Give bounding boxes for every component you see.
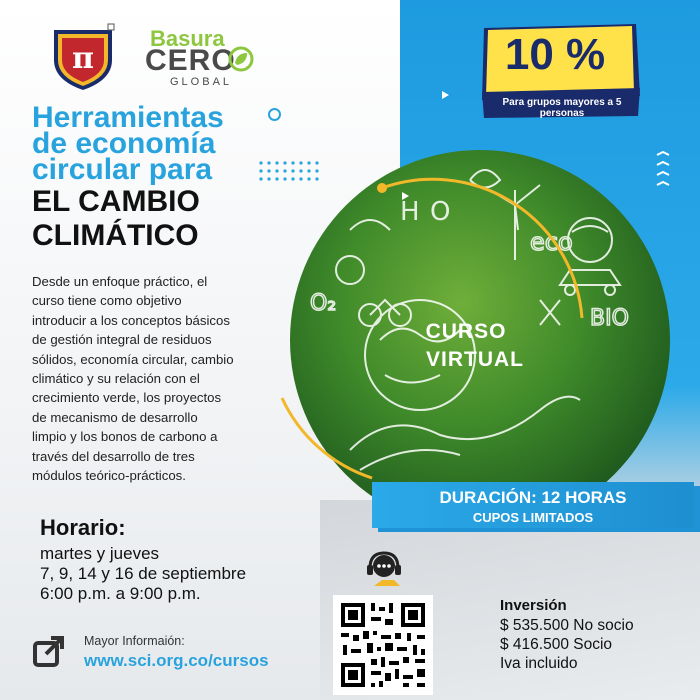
svg-text:H: H	[400, 197, 420, 227]
discount-condition: Para grupos mayores a 5 personas	[502, 97, 622, 119]
limited-seats: CUPOS LIMITADOS	[472, 510, 594, 525]
description-line: de mecanismo de desarrollo	[32, 409, 198, 425]
svg-text:O₂: O₂	[310, 291, 337, 316]
description-line: limpio y los bonos de carbono a	[32, 429, 218, 445]
logo-word-cero: CERO	[145, 44, 236, 77]
title-line: Herramientas	[32, 101, 224, 134]
qr-code-icon[interactable]	[333, 595, 433, 695]
schedule-heading: Horario:	[40, 515, 126, 540]
title-line: EL CAMBIO	[32, 185, 200, 218]
external-link-icon	[32, 634, 66, 668]
description-line: curso tiene como objetivo	[32, 293, 182, 309]
course-description	[32, 272, 297, 485]
description-line: Desde un enfoque práctico, el	[32, 274, 208, 289]
title-line: circular para	[32, 153, 213, 186]
schedule-time: 6:00 p.m. a 9:00 p.m.	[40, 584, 201, 603]
description-line: climático y su relación con el	[32, 371, 200, 387]
svg-text:π: π	[72, 41, 94, 76]
logo-word-basura: Basura	[150, 26, 225, 51]
svg-text:eco: eco	[530, 228, 573, 256]
svg-text:O: O	[430, 197, 451, 227]
description-line: introducir a los conceptos básicos	[32, 312, 230, 328]
virtual-course-line: CURSO	[425, 320, 507, 343]
title-line: CLIMÁTICO	[32, 219, 199, 252]
leaf-icon	[228, 46, 254, 72]
more-info-label: Mayor Informaión:	[84, 634, 185, 648]
description-line: crecimiento verde, los proyectos	[32, 390, 222, 406]
description-line: módulos teórico-prácticos.	[32, 468, 186, 484]
customer-support-icon	[364, 550, 404, 590]
title-blue	[32, 101, 292, 186]
description-line: sólidos, economía circular, cambio	[32, 351, 234, 367]
description-line: través del desarrollo de tres	[32, 448, 195, 464]
virtual-course-line: VIRTUAL	[426, 348, 524, 371]
price-member: $ 416.500 Socio	[500, 636, 613, 653]
schedule-dates: 7, 9, 14 y 16 de septiembre	[40, 564, 247, 583]
title-dark	[32, 185, 292, 253]
sci-logo-icon	[48, 22, 118, 92]
basura-cero-logo	[140, 26, 260, 86]
play-arrow-icon	[402, 192, 409, 200]
play-arrow-icon	[442, 91, 449, 99]
discount-percent: 10 %	[504, 30, 606, 79]
investment-heading: Inversión	[500, 597, 567, 614]
schedule-days: martes y jueves	[40, 544, 160, 563]
logo-word-global: GLOBAL	[170, 76, 233, 88]
course-link[interactable]: www.sci.org.co/cursos	[84, 651, 269, 670]
svg-text:BIO: BIO	[590, 306, 629, 331]
description-line: de gestión integral de residuos	[32, 332, 212, 348]
title-line: de economía	[32, 127, 216, 160]
duration-heading: DURACIÓN: 12 HORAS	[439, 488, 627, 507]
price-non-member: $ 535.500 No socio	[500, 617, 634, 634]
wave-lines-icon	[656, 150, 670, 190]
virtual-course-label	[408, 318, 524, 374]
tax-note: Iva incluido	[500, 655, 578, 672]
